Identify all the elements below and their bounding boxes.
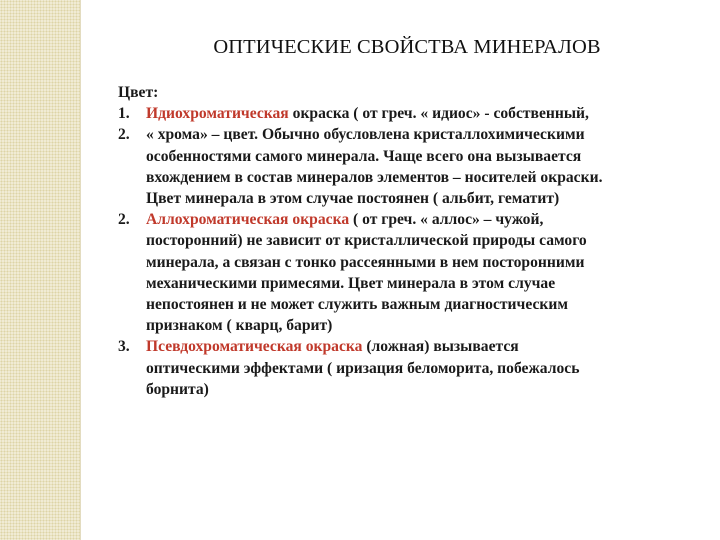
text-line: механическими примесями. Цвет минерала в этом случае <box>146 274 556 292</box>
list-number: 1. <box>118 105 130 123</box>
text-line: непостоянен и не может служить важным диагностическим <box>146 296 568 314</box>
text-line: особенностями самого минерала. Чаще всего она вызывается <box>146 147 582 165</box>
list-item-pseudochromatic <box>118 336 708 400</box>
list-item-text <box>146 209 708 336</box>
text-line: вхождением в состав минералов элементов – носителей окраски. <box>146 168 603 186</box>
list-item-text <box>146 336 708 400</box>
slide-body <box>118 82 708 400</box>
side-band-divider <box>80 0 81 540</box>
text-line: « хрома» – цвет. Обычно обусловлена кристаллохимическими <box>146 126 585 144</box>
text-line <box>146 336 708 357</box>
slide-title: ОПТИЧЕСКИЕ СВОЙСТВА МИНЕРАЛОВ <box>213 36 601 58</box>
list-item-text <box>146 103 708 124</box>
list-number: 2. <box>118 211 130 229</box>
text-fragment: окраска ( от греч. « идиос» - собственный, <box>288 105 589 123</box>
text-line <box>146 103 708 124</box>
list-item-chroma <box>118 124 708 209</box>
text-line: минерала, а связан с тонко рассеянными в нем посторонними <box>146 253 585 271</box>
text-line: признаком ( кварц, барит) <box>146 317 333 335</box>
text-line: посторонний) не зависит от кристаллической природы самого <box>146 232 587 250</box>
text-line: оптическими эффектами ( иризация беломорита, побежалось <box>146 359 580 377</box>
text-line: Цвет минерала в этом случае постоянен ( альбит, гематит) <box>146 190 560 208</box>
list-item-text <box>146 124 708 209</box>
decorative-side-band <box>0 0 80 540</box>
list-item-allochromatic <box>118 209 708 336</box>
term-pseudochromatic: Псевдохроматическая окраска <box>146 338 363 356</box>
list-item-idiochromatic <box>118 103 708 124</box>
term-idiochromatic: Идиохроматическая <box>146 105 289 123</box>
text-fragment: ( от греч. « аллос» – чужой, <box>349 211 544 229</box>
term-allochromatic: Аллохроматическая окраска <box>146 211 350 229</box>
text-fragment: (ложная) вызывается <box>362 338 519 356</box>
list-number: 3. <box>118 338 130 356</box>
text-line: борнита) <box>146 380 209 398</box>
text-line <box>146 209 708 230</box>
section-heading-color: Цвет: <box>118 84 159 101</box>
list-number: 2. <box>118 126 130 144</box>
